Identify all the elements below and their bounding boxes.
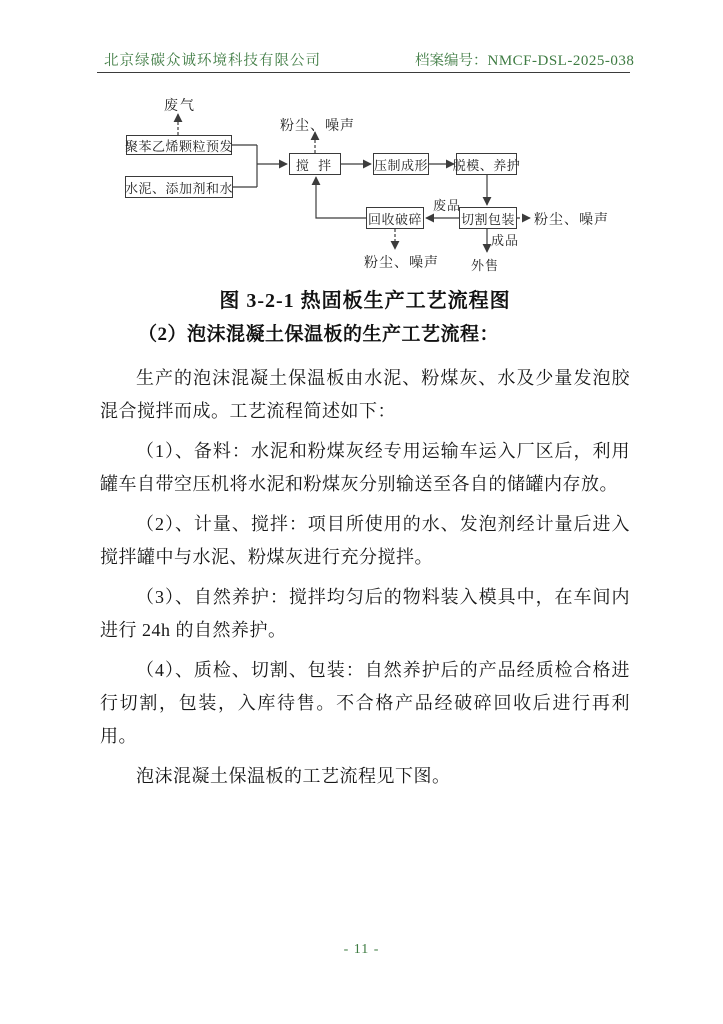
paragraph-step-1: （1）、备料：水泥和粉煤灰经专用运输车运入厂区后，利用罐车自带空压机将水泥和粉煤灰分别输送至各自的储罐内存放。 [100, 441, 630, 494]
label-dust-noise-top: 粉尘、噪声 [280, 119, 355, 134]
paragraph-step-4: （4）、质检、切割、包装：自然养护后的产品经质检合格进行切割，包装，入库待售。不合格产品经破碎回收后进行再利用。 [100, 660, 630, 746]
paragraph-intro: 生产的泡沫混凝土保温板由水泥、粉煤灰、水及少量发泡胶混合搅拌而成。工艺流程简述如下： [100, 368, 630, 421]
label-finished-product: 成品 [491, 233, 520, 248]
page-number: - 11 - [343, 942, 380, 957]
arrow-recycle-feedback-to-mix [316, 177, 366, 218]
label-waste-gas: 废气 [164, 99, 196, 114]
body-text [100, 318, 630, 800]
label-dust-noise-bottom: 粉尘、噪声 [364, 256, 439, 271]
flow-box-cutting-packaging: 切割包装 [459, 207, 517, 229]
label-dust-noise-right: 粉尘、噪声 [534, 213, 609, 228]
label-scrap: 废品 [433, 198, 462, 213]
archive-number-value: NMCF-DSL-2025-038 [487, 53, 635, 69]
section-heading: （2）泡沫混凝土保温板的生产工艺流程： [138, 324, 500, 345]
flow-box-pre-expansion: 聚苯乙烯颗粒预发 [126, 135, 232, 155]
header-company-name: 北京绿碳众诚环境科技有限公司 [104, 53, 321, 69]
paragraph-closing: 泡沫混凝土保温板的工艺流程见下图。 [136, 766, 451, 786]
flow-box-press-forming: 压制成形 [373, 153, 429, 175]
label-external-sale: 外售 [471, 258, 500, 273]
archive-number-label: 档案编号： [415, 53, 488, 69]
flow-box-recycle-crushing: 回收破碎 [366, 207, 424, 229]
header-archive-number [415, 49, 634, 70]
figure-caption: 图 3-2-1 热固板生产工艺流程图 [219, 290, 511, 312]
flow-box-mixing: 搅 拌 [289, 153, 341, 175]
flow-box-cement-additive-water: 水泥、添加剂和水 [125, 176, 233, 198]
paragraph-step-3: （3）、自然养护：搅拌均匀后的物料装入模具中，在车间内进行 24h 的自然养护。 [100, 587, 630, 640]
header-divider [97, 72, 630, 73]
flowchart-connectors [0, 88, 723, 288]
paragraph-step-2: （2）、计量、搅拌：项目所使用的水、发泡剂经计量后进入搅拌罐中与水泥、粉煤灰进行充分搅拌。 [100, 514, 630, 567]
flow-box-demold-curing: 脱模、养护 [456, 153, 517, 175]
process-flowchart [0, 88, 723, 288]
